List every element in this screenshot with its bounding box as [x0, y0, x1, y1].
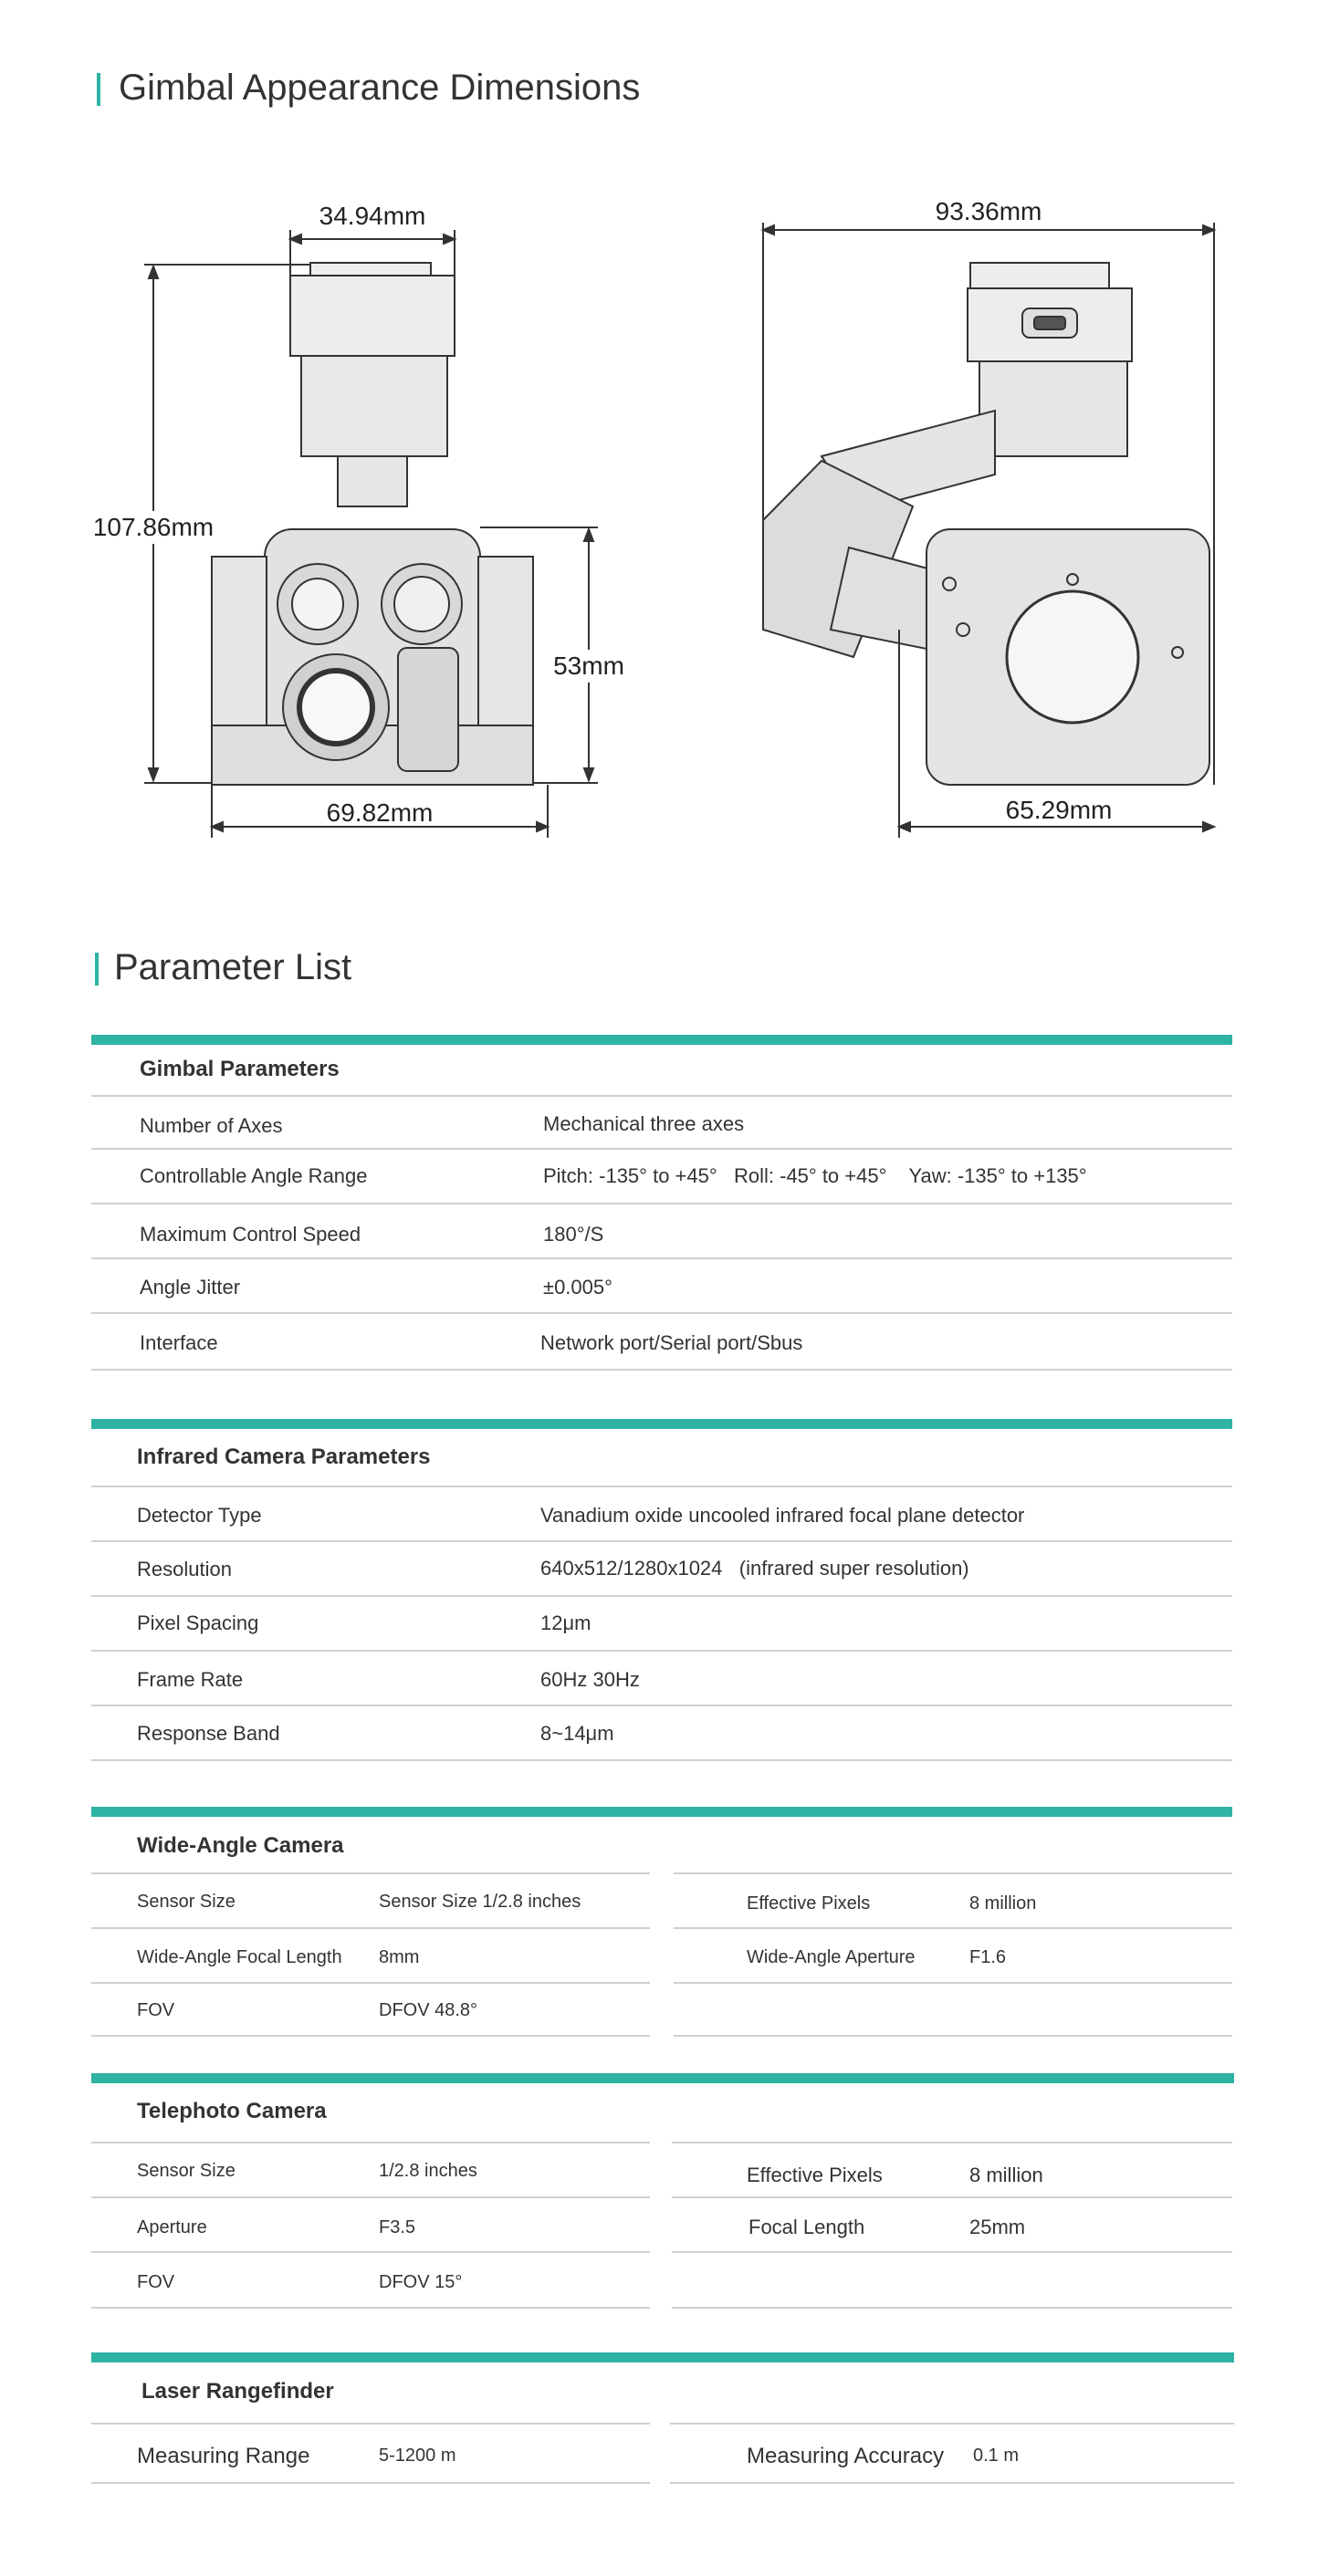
section-accent-bar [97, 73, 100, 106]
divider [91, 2251, 650, 2253]
divider [672, 2196, 1232, 2198]
dim-front-width-bottom: 69.82mm [326, 798, 434, 827]
section-accent-bar [95, 953, 99, 986]
wide-value-effective-pixels: 8 million [969, 1893, 1037, 1914]
gimbal-label-speed: Maximum Control Speed [140, 1223, 361, 1246]
divider [91, 1759, 1232, 1761]
wide-value-focal-length: 8mm [379, 1947, 420, 1967]
laser-value-measuring-accuracy: 0.1 m [973, 2446, 1020, 2466]
gimbal-value-axes: Mechanical three axes [543, 1112, 745, 1135]
divider [91, 1312, 1232, 1314]
tele-label-sensor-size: Sensor Size [137, 2161, 236, 2181]
divider [91, 1982, 650, 1984]
wide-header-bar [91, 1807, 1232, 1817]
dim-side-width-top: 93.36mm [935, 197, 1042, 225]
gimbal-dimension-drawing [0, 164, 1319, 858]
divider [672, 2142, 1232, 2143]
wide-value-aperture: F1.6 [969, 1947, 1007, 1967]
wide-label-fov: FOV [137, 2000, 175, 2020]
divider [91, 1148, 1232, 1150]
tele-label-fov: FOV [137, 2272, 175, 2292]
divider [91, 2482, 650, 2484]
divider [674, 1872, 1232, 1874]
dim-side-width-bottom: 65.29mm [1005, 796, 1113, 824]
laser-title: Laser Rangefinder [141, 2379, 334, 2404]
divider [91, 2142, 650, 2143]
infrared-label-response-band: Response Band [137, 1722, 280, 1745]
divider [670, 2423, 1234, 2425]
wide-value-sensor-size: Sensor Size 1/2.8 inches [379, 1892, 581, 1912]
divider [674, 1927, 1232, 1929]
gimbal-value-angle-range: Pitch: -135° to +45° Roll: -45° to +45° Yaw: -135° to +135° [543, 1164, 1087, 1187]
divider [91, 1927, 650, 1929]
infrared-label-detector: Detector Type [137, 1504, 262, 1527]
divider [674, 1982, 1232, 1984]
infrared-value-response-band: 8~14μm [540, 1722, 614, 1745]
gimbal-title: Gimbal Parameters [140, 1057, 340, 1081]
tele-value-fov: DFOV 15° [379, 2272, 463, 2292]
wide-label-effective-pixels: Effective Pixels [747, 1893, 871, 1914]
tele-label-effective-pixels: Effective Pixels [747, 2164, 883, 2186]
tele-value-aperture: F3.5 [379, 2217, 416, 2237]
parameter-list-title: Parameter List [114, 947, 352, 987]
gimbal-label-jitter: Angle Jitter [140, 1276, 241, 1298]
dim-front-width-top: 34.94mm [319, 202, 426, 230]
divider [91, 1486, 1232, 1487]
divider [91, 1705, 1232, 1706]
wide-title: Wide-Angle Camera [137, 1833, 344, 1858]
infrared-value-pixel-spacing: 12μm [540, 1611, 591, 1634]
tele-title: Telephoto Camera [137, 2099, 327, 2123]
laser-label-measuring-range: Measuring Range [137, 2444, 310, 2468]
tele-header-bar [91, 2073, 1234, 2083]
divider [91, 1595, 1232, 1597]
infrared-label-pixel-spacing: Pixel Spacing [137, 1611, 259, 1634]
divider [91, 1257, 1232, 1259]
dim-front-height-camera: 53mm [553, 652, 624, 680]
wide-label-sensor-size: Sensor Size [137, 1892, 236, 1912]
divider [91, 1369, 1232, 1371]
divider [672, 2307, 1232, 2309]
gimbal-value-jitter: ±0.005° [543, 1276, 612, 1298]
tele-label-aperture: Aperture [137, 2217, 207, 2237]
divider [91, 2423, 650, 2425]
gimbal-label-axes: Number of Axes [140, 1114, 283, 1137]
divider [91, 2035, 650, 2037]
laser-label-measuring-accuracy: Measuring Accuracy [747, 2444, 945, 2468]
divider [91, 1203, 1232, 1205]
wide-value-fov: DFOV 48.8° [379, 2000, 478, 2020]
gimbal-label-angle-range: Controllable Angle Range [140, 1164, 368, 1187]
gimbal-label-interface: Interface [140, 1331, 218, 1354]
laser-value-measuring-range: 5-1200 m [379, 2446, 456, 2466]
tele-value-focal-length: 25mm [969, 2216, 1026, 2238]
wide-label-focal-length: Wide-Angle Focal Length [137, 1947, 342, 1967]
infrared-title: Infrared Camera Parameters [137, 1444, 431, 1469]
infrared-label-frame-rate: Frame Rate [137, 1668, 244, 1691]
wide-label-aperture: Wide-Angle Aperture [747, 1947, 916, 1967]
dimensions-title: Gimbal Appearance Dimensions [119, 68, 641, 108]
tele-value-effective-pixels: 8 million [969, 2164, 1043, 2186]
divider [91, 2307, 650, 2309]
tele-label-focal-length: Focal Length [748, 2216, 865, 2238]
divider [670, 2482, 1234, 2484]
gimbal-value-speed: 180°/S [543, 1223, 604, 1246]
dim-front-height-total: 107.86mm [92, 513, 215, 541]
infrared-value-detector: Vanadium oxide uncooled infrared focal plane detector [540, 1504, 1025, 1527]
divider [91, 1650, 1232, 1652]
divider [91, 1872, 650, 1874]
laser-header-bar [91, 2352, 1234, 2362]
tele-value-sensor-size: 1/2.8 inches [379, 2161, 477, 2181]
gimbal-header-bar [91, 1035, 1232, 1045]
divider [672, 2251, 1232, 2253]
infrared-label-resolution: Resolution [137, 1558, 232, 1580]
divider [674, 2035, 1232, 2037]
divider [91, 2196, 650, 2198]
divider [91, 1095, 1232, 1097]
infrared-value-resolution: 640x512/1280x1024 (infrared super resolution) [540, 1557, 969, 1580]
infrared-value-frame-rate: 60Hz 30Hz [540, 1668, 640, 1691]
gimbal-value-interface: Network port/Serial port/Sbus [540, 1331, 803, 1354]
infrared-header-bar [91, 1419, 1232, 1429]
divider [91, 1540, 1232, 1542]
